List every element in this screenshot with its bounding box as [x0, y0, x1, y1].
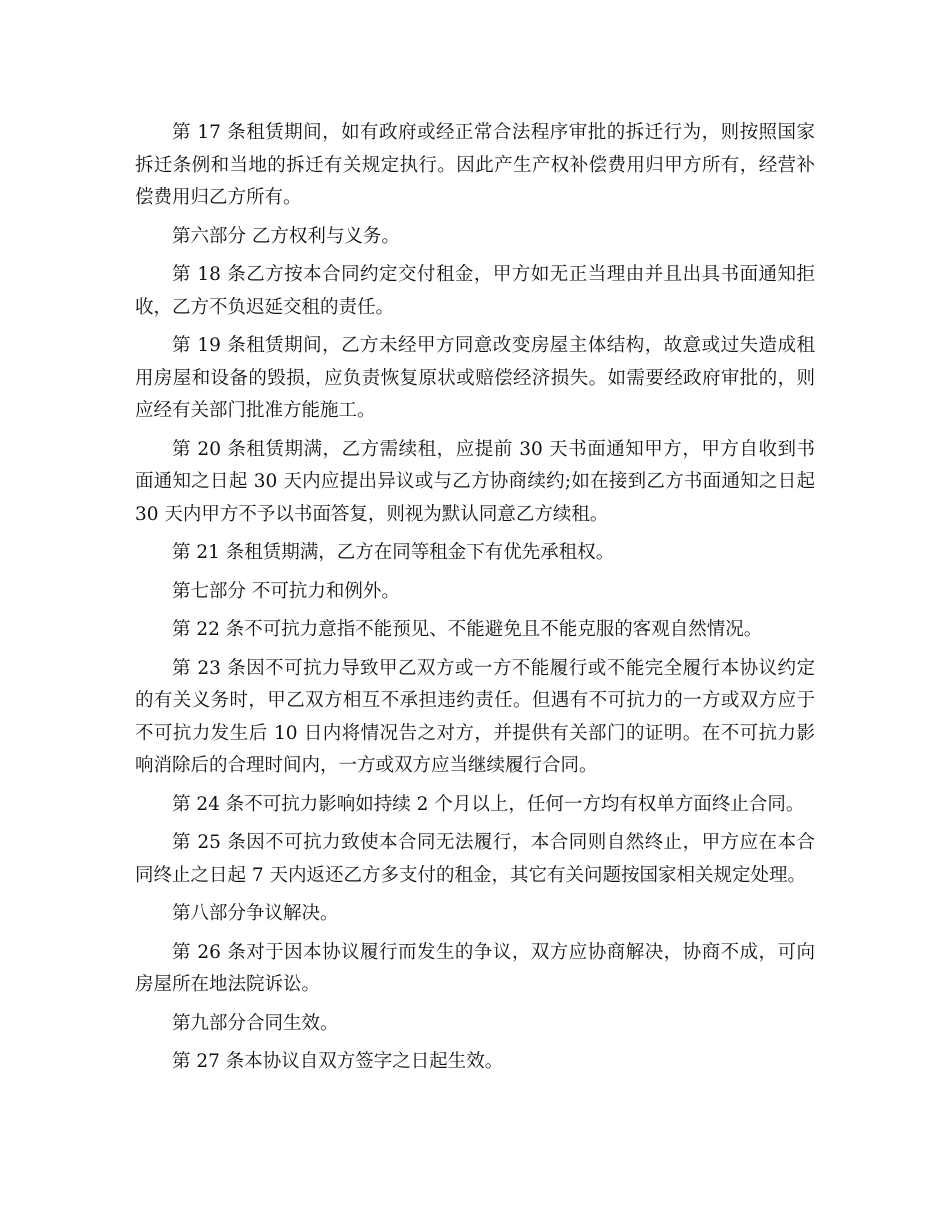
- clause-25: 第 25 条因不可抗力致使本合同无法履行，本合同则自然终止，甲方应在本合同终止之日起 7 天内返还乙方多支付的租金，其它有关问题按国家相关规定处理。: [135, 832, 815, 886]
- clause-22: 第 22 条不可抗力意指不能预见、不能避免且不能克服的客观自然情况。: [172, 619, 763, 640]
- document-body: [135, 117, 815, 1085]
- clause-27: 第 27 条本协议自双方签字之日起生效。: [172, 1051, 504, 1072]
- clause-19: 第 19 条租赁期间，乙方未经甲方同意改变房屋主体结构，故意或过失造成租用房屋和设备的毁损，应负责恢复原状或赔偿经济损失。如需要经政府审批的，则应经有关部门批准方能施工。: [135, 335, 815, 421]
- section-7-heading: 第七部分 不可抗力和例外。: [172, 580, 400, 602]
- clause-26: 第 26 条对于因本协议履行而发生的争议，双方应协商解决，协商不成，可向房屋所在地法院诉讼。: [135, 941, 815, 995]
- clause-24: 第 24 条不可抗力影响如持续 2 个月以上，任何一方均有权单方面终止合同。: [172, 793, 805, 815]
- section-6-heading: 第六部分 乙方权利与义务。: [172, 225, 400, 247]
- clause-20: 第 20 条租赁期满，乙方需续租，应提前 30 天书面通知甲方，甲方自收到书面通知之日起 30 天内应提出异议或与乙方协商续约;如在接到乙方书面通知之日起 30 天内甲方不予以书面答复，则视为默认同意乙方续租。: [135, 438, 815, 525]
- clause-18: 第 18 条乙方按本合同约定交付租金，甲方如无正当理由并且出具书面通知拒收，乙方不负迟延交租的责任。: [135, 264, 815, 318]
- clause-21: 第 21 条租赁期满，乙方在同等租金下有优先承租权。: [172, 542, 615, 563]
- clause-17: 第 17 条租赁期间，如有政府或经正常合法程序审批的拆迁行为，则按照国家拆迁条例和当地的拆迁有关规定执行。因此产生产权补偿费用归甲方所有，经营补偿费用归乙方所有。: [135, 122, 815, 208]
- section-9-heading: 第九部分合同生效。: [172, 1012, 339, 1034]
- clause-23: 第 23 条因不可抗力导致甲乙双方或一方不能履行或不能完全履行本协议约定的有关义务时，甲乙双方相互不承担违约责任。但遇有不可抗力的一方或双方应于不可抗力发生后 10 日内将情况告之对方，并提供有关部门的证明。在不可抗力影响消除后的合理时间内，一方或双方应当继续履行合同。: [135, 657, 815, 776]
- section-8-heading: 第八部分争议解决。: [172, 903, 339, 924]
